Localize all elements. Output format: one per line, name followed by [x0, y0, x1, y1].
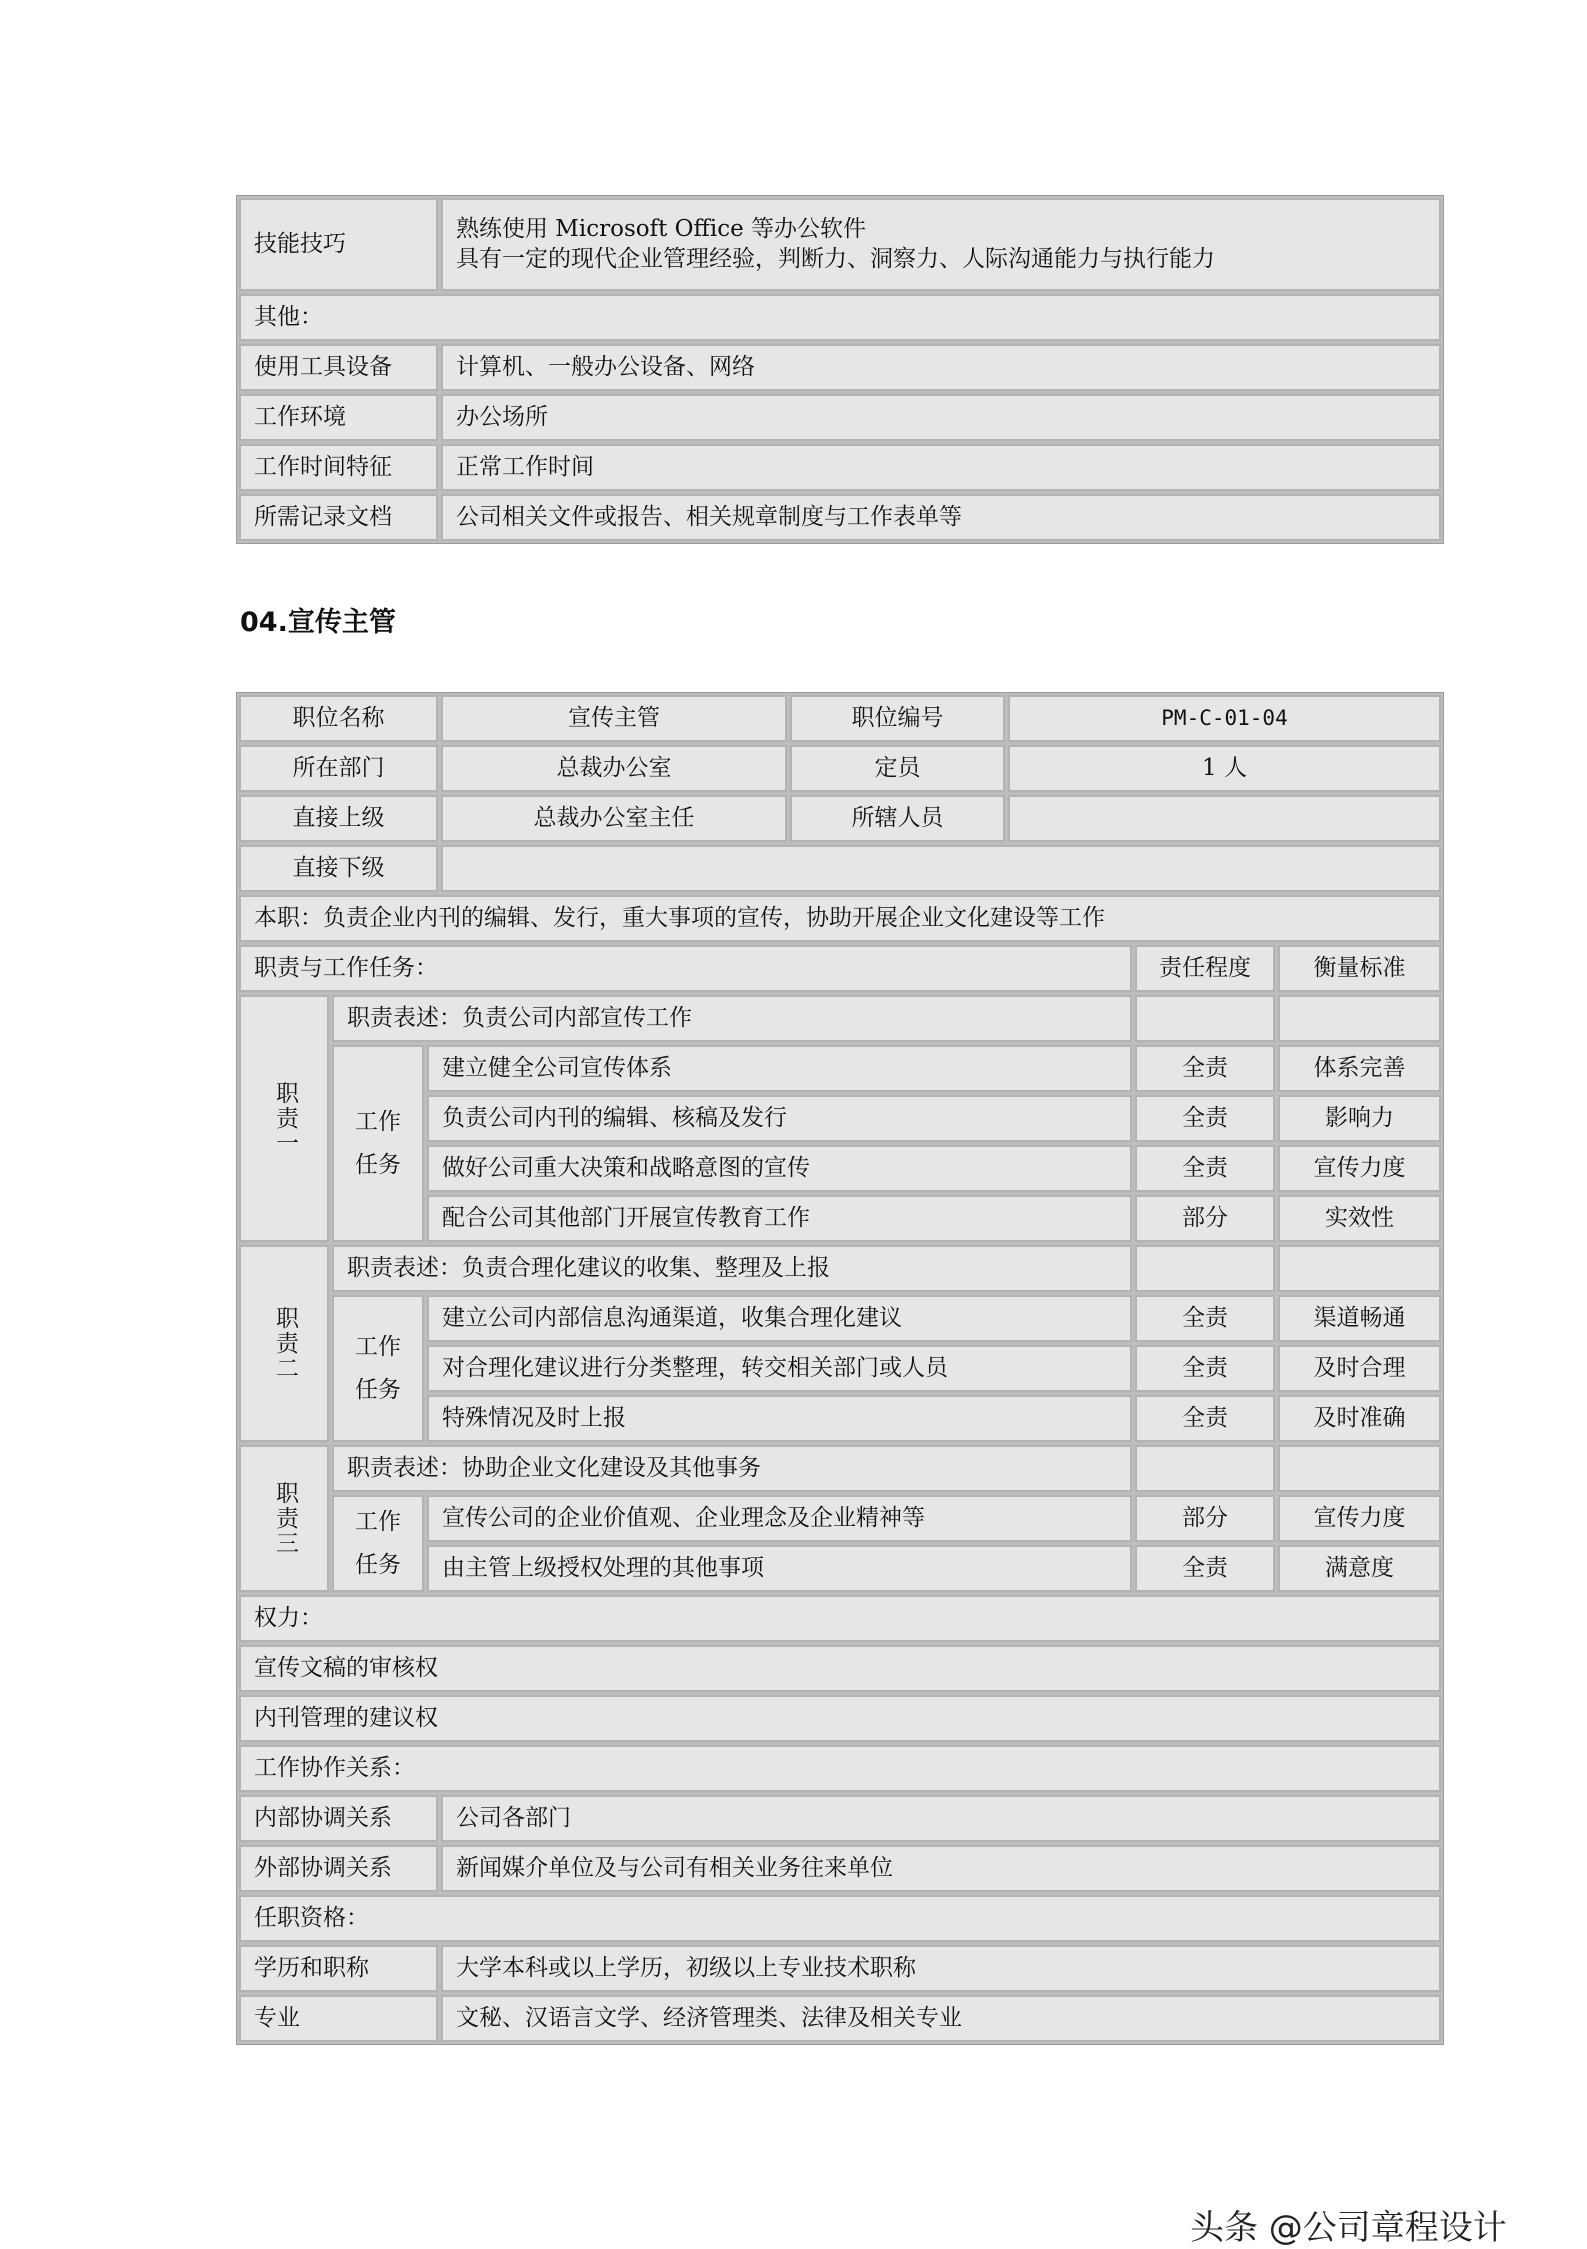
task-standard: 满意度 — [1278, 1545, 1441, 1592]
task-text: 由主管上级授权处理的其他事项 — [427, 1545, 1132, 1592]
row-value: 计算机、一般办公设备、网络 — [441, 344, 1441, 391]
qualification-row-value: 文秘、汉语言文学、经济管理类、法律及相关专业 — [441, 1995, 1441, 2042]
task-degree: 全责 — [1135, 1295, 1275, 1342]
task-text: 做好公司重大决策和战略意图的宣传 — [427, 1145, 1132, 1192]
task-text: 宣传公司的企业价值观、企业理念及企业精神等 — [427, 1495, 1132, 1542]
headcount-value: 1 人 — [1008, 745, 1441, 792]
authority-label: 权力： — [239, 1595, 1441, 1642]
subordinate-label: 直接下级 — [239, 845, 438, 892]
position-title-label: 职位名称 — [239, 695, 438, 742]
headcount-label: 定员 — [790, 745, 1005, 792]
task-degree: 全责 — [1135, 1095, 1275, 1142]
superior-label: 直接上级 — [239, 795, 438, 842]
department-label: 所在部门 — [239, 745, 438, 792]
job-description-table — [236, 692, 1444, 2045]
relation-value: 公司各部门 — [441, 1795, 1441, 1842]
superior-value: 总裁办公室主任 — [441, 795, 787, 842]
task-degree: 部分 — [1135, 1495, 1275, 1542]
duty-3-statement-standard — [1278, 1445, 1441, 1492]
qualification-row-label: 学历和职称 — [239, 1945, 438, 1992]
task-standard: 宣传力度 — [1278, 1145, 1441, 1192]
row-value: 办公场所 — [441, 394, 1441, 441]
row-value: 正常工作时间 — [441, 444, 1441, 491]
position-title-value: 宣传主管 — [441, 695, 787, 742]
managed-staff-value — [1008, 795, 1441, 842]
task-degree: 部分 — [1135, 1195, 1275, 1242]
task-standard: 实效性 — [1278, 1195, 1441, 1242]
authority-item: 内刊管理的建议权 — [239, 1695, 1441, 1742]
relations-label: 工作协作关系： — [239, 1745, 1441, 1792]
skills-label: 技能技巧 — [239, 198, 438, 291]
duty-3-statement: 职责表述：协助企业文化建设及其他事务 — [332, 1445, 1132, 1492]
duty-2-statement-degree — [1135, 1245, 1275, 1292]
task-standard: 影响力 — [1278, 1095, 1441, 1142]
skills-line-1: 熟练使用 Microsoft Office 等办公软件 — [456, 215, 867, 242]
row-value: 公司相关文件或报告、相关规章制度与工作表单等 — [441, 494, 1441, 541]
task-text: 配合公司其他部门开展宣传教育工作 — [427, 1195, 1132, 1242]
task-text: 对合理化建议进行分类整理，转交相关部门或人员 — [427, 1345, 1132, 1392]
task-header-label: 职责与工作任务： — [239, 945, 1132, 992]
duty-3-name: 职责三 — [239, 1445, 329, 1592]
task-standard: 及时合理 — [1278, 1345, 1441, 1392]
task-standard: 体系完善 — [1278, 1045, 1441, 1092]
task-text: 特殊情况及时上报 — [427, 1395, 1132, 1442]
task-text: 负责公司内刊的编辑、核稿及发行 — [427, 1095, 1132, 1142]
task-standard: 渠道畅通 — [1278, 1295, 1441, 1342]
task-header-standard: 衡量标准 — [1278, 945, 1441, 992]
department-value: 总裁办公室 — [441, 745, 787, 792]
task-text: 建立公司内部信息沟通渠道，收集合理化建议 — [427, 1295, 1132, 1342]
qualification-label: 任职资格： — [239, 1895, 1441, 1942]
duty-2-statement-standard — [1278, 1245, 1441, 1292]
task-text: 建立健全公司宣传体系 — [427, 1045, 1132, 1092]
position-code-value: PM-C-01-04 — [1008, 695, 1441, 742]
duty-2-work-task-label: 工作 任务 — [332, 1295, 424, 1442]
section-heading: 04.宣传主管 — [240, 607, 396, 638]
job-spec-table-continued — [236, 195, 1444, 544]
position-code-label: 职位编号 — [790, 695, 1005, 742]
skills-value — [441, 198, 1441, 291]
duty-3-work-task-label: 工作 任务 — [332, 1495, 424, 1592]
duty-1-statement-degree — [1135, 995, 1275, 1042]
subordinate-value — [441, 845, 1441, 892]
duty-1-statement: 职责表述：负责公司内部宣传工作 — [332, 995, 1132, 1042]
task-degree: 全责 — [1135, 1345, 1275, 1392]
duty-1-work-task-label: 工作 任务 — [332, 1045, 424, 1242]
row-label: 所需记录文档 — [239, 494, 438, 541]
row-label: 使用工具设备 — [239, 344, 438, 391]
relation-label: 外部协调关系 — [239, 1845, 438, 1892]
task-degree: 全责 — [1135, 1545, 1275, 1592]
duty-3-statement-degree — [1135, 1445, 1275, 1492]
task-degree: 全责 — [1135, 1395, 1275, 1442]
task-degree: 全责 — [1135, 1045, 1275, 1092]
relation-label: 内部协调关系 — [239, 1795, 438, 1842]
skills-line-2: 具有一定的现代企业管理经验，判断力、洞察力、人际沟通能力与执行能力 — [456, 245, 1215, 272]
duty-1-name: 职责一 — [239, 995, 329, 1242]
task-header-degree: 责任程度 — [1135, 945, 1275, 992]
relation-value: 新闻媒介单位及与公司有相关业务往来单位 — [441, 1845, 1441, 1892]
watermark: 头条 @公司章程设计 — [1190, 2208, 1507, 2248]
duty-2-statement: 职责表述：负责合理化建议的收集、整理及上报 — [332, 1245, 1132, 1292]
qualification-row-label: 专业 — [239, 1995, 438, 2042]
row-label: 工作环境 — [239, 394, 438, 441]
task-standard: 宣传力度 — [1278, 1495, 1441, 1542]
duty-1-statement-standard — [1278, 995, 1441, 1042]
other-label: 其他： — [239, 294, 1441, 341]
task-standard: 及时准确 — [1278, 1395, 1441, 1442]
duty-2-name: 职责二 — [239, 1245, 329, 1442]
managed-staff-label: 所辖人员 — [790, 795, 1005, 842]
row-label: 工作时间特征 — [239, 444, 438, 491]
duty-summary: 本职：负责企业内刊的编辑、发行，重大事项的宣传，协助开展企业文化建设等工作 — [239, 895, 1441, 942]
qualification-row-value: 大学本科或以上学历，初级以上专业技术职称 — [441, 1945, 1441, 1992]
task-degree: 全责 — [1135, 1145, 1275, 1192]
authority-item: 宣传文稿的审核权 — [239, 1645, 1441, 1692]
